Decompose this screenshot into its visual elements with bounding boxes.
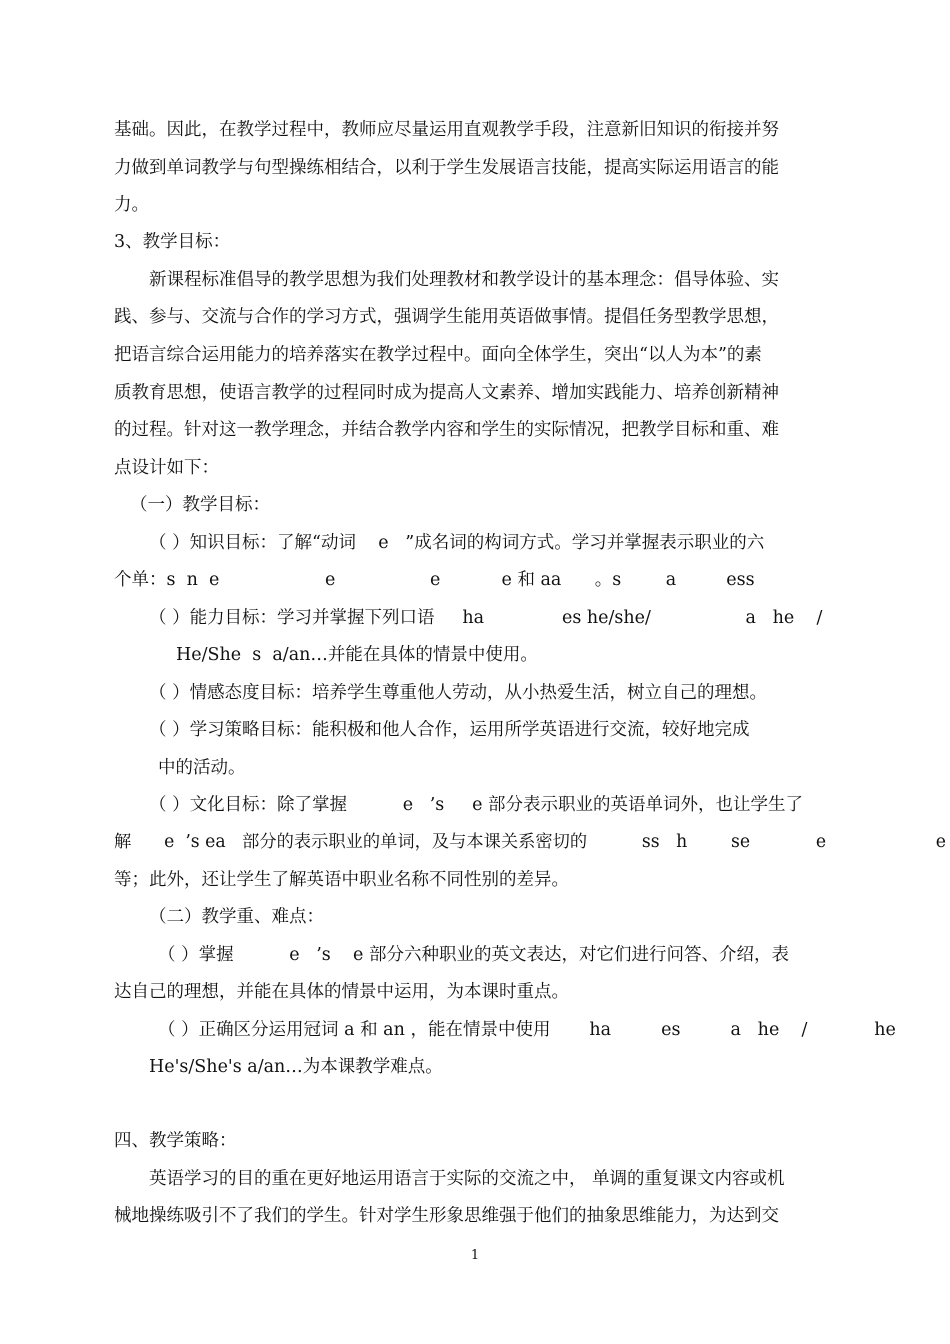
text-line: 达自己的理想，并能在具体的情景中运用，为本课时重点。 bbox=[114, 982, 569, 1002]
text-line: 中的活动。 bbox=[158, 758, 246, 778]
text-line: （ ）能力目标：学习并掌握下列口语 ha es he/she/ a he / bbox=[149, 608, 823, 628]
text-line: （ ）知识目标：了解“动词 e ”成名词的构词方式。学习并掌握表示职业的六 bbox=[149, 533, 765, 553]
text-line: 英语学习的目的重在更好地运用语言于实际的交流之中， 单调的重复课文内容或机 bbox=[149, 1169, 785, 1189]
text-line: 把语言综合运用能力的培养落实在教学过程中。面向全体学生，突出“以人为本”的素 bbox=[114, 345, 762, 365]
text-line: 基础。因此，在教学过程中，教师应尽量运用直观教学手段，注意新旧知识的衔接并努 bbox=[114, 120, 779, 140]
page-number: 1 bbox=[470, 1248, 480, 1263]
text-line: （ ）学习策略目标：能积极和他人合作，运用所学英语进行交流，较好地完成 bbox=[149, 720, 750, 740]
subsection-heading: （二）教学重、难点： bbox=[149, 907, 324, 927]
text-line: He/She s a/an…并能在具体的情景中使用。 bbox=[176, 645, 538, 665]
text-line: 个单：s n e e e e 和 aa 。s a ess bbox=[114, 570, 755, 590]
text-line: 践、参与、交流与合作的学习方式，强调学生能用英语做事情。提倡任务型教学思想， bbox=[114, 307, 779, 327]
text-line: （ ）掌握 e ’s e 部分六种职业的英文表达，对它们进行问答、介绍，表 bbox=[158, 945, 789, 965]
section-heading: 3、教学目标： bbox=[114, 232, 231, 252]
text-line: （ ）正确区分运用冠词 a 和 an ，能在情景中使用 ha es a he / he bbox=[158, 1020, 896, 1040]
text-line: 质教育思想，使语言教学的过程同时成为提高人文素养、增加实践能力、培养创新精神 bbox=[114, 383, 779, 403]
text-line: 力。 bbox=[114, 195, 149, 215]
text-line: 点设计如下： bbox=[114, 458, 219, 478]
text-line: 解 e ’s ea 部分的表示职业的单词，及与本课关系密切的 ss h se e e bbox=[114, 832, 946, 852]
section-heading: 四、教学策略： bbox=[114, 1131, 237, 1151]
text-line: 的过程。针对这一教学理念，并结合教学内容和学生的实际情况，把教学目标和重、难 bbox=[114, 420, 779, 440]
text-line: （ ）文化目标：除了掌握 e ’s e 部分表示职业的英语单词外，也让学生了 bbox=[149, 795, 804, 815]
text-line: 新课程标准倡导的教学思想为我们处理教材和教学设计的基本理念：倡导体验、实 bbox=[149, 270, 779, 290]
text-line: 等；此外，还让学生了解英语中职业名称不同性别的差异。 bbox=[114, 870, 569, 890]
text-line: 械地操练吸引不了我们的学生。针对学生形象思维强于他们的抽象思维能力，为达到交 bbox=[114, 1206, 779, 1226]
text-line: （ ）情感态度目标：培养学生尊重他人劳动，从小热爱生活，树立自己的理想。 bbox=[149, 683, 768, 703]
subsection-heading: （一）教学目标： bbox=[130, 495, 270, 515]
text-line: He's/She's a/an…为本课教学难点。 bbox=[149, 1057, 443, 1077]
text-line: 力做到单词教学与句型操练相结合，以利于学生发展语言技能，提高实际运用语言的能 bbox=[114, 158, 779, 178]
